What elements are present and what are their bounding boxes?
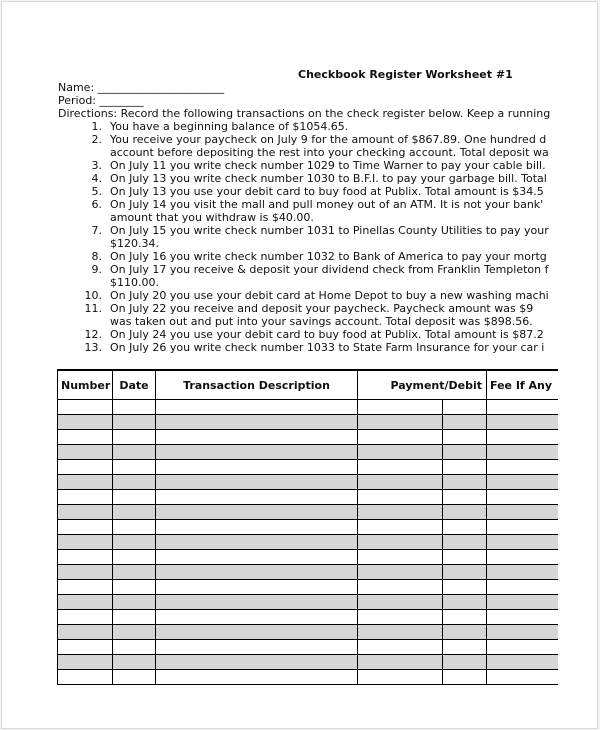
register-row	[58, 640, 559, 655]
cell-payment-cents	[443, 400, 487, 415]
cell-fee	[487, 625, 558, 640]
cell-payment-debit	[358, 655, 443, 670]
cell-fee	[487, 400, 558, 415]
column-header-description: Transaction Description	[156, 370, 358, 400]
cell-number	[58, 580, 113, 595]
transaction-item-text: On July 26 you write check number 1033 to State Farm Insurance for your car i	[110, 341, 545, 354]
cell-fee	[487, 580, 558, 595]
cell-payment-debit	[358, 625, 443, 640]
register-row	[58, 505, 559, 520]
cell-fee	[487, 610, 558, 625]
cell-payment-cents	[443, 640, 487, 655]
cell-fee	[487, 430, 558, 445]
cell-payment-cents	[443, 550, 487, 565]
register-row	[58, 415, 559, 430]
transaction-item-continuation: $120.34.	[110, 237, 159, 250]
cell-fee	[487, 520, 558, 535]
transaction-item-number: 2.	[91, 133, 102, 146]
cell-description	[156, 505, 358, 520]
cell-description	[156, 535, 358, 550]
cell-payment-debit	[358, 565, 443, 580]
cell-date	[113, 460, 156, 475]
cell-date	[113, 430, 156, 445]
cell-number	[58, 595, 113, 610]
cell-date	[113, 595, 156, 610]
cell-fee	[487, 670, 558, 685]
transaction-item-number: 10.	[84, 289, 102, 302]
cell-payment-debit	[358, 490, 443, 505]
page-content	[2, 2, 558, 730]
cell-payment-cents	[443, 625, 487, 640]
cell-fee	[487, 565, 558, 580]
register-row	[58, 655, 559, 670]
cell-payment-cents	[443, 520, 487, 535]
period-field-label: Period: ________	[58, 94, 144, 107]
column-header-payment-debit: Payment/Debit	[358, 370, 487, 400]
cell-description	[156, 655, 358, 670]
cell-description	[156, 475, 358, 490]
transaction-item-continuation: was taken out and put into your savings account. Total deposit was $898.56.	[110, 315, 533, 328]
cell-payment-debit	[358, 670, 443, 685]
transaction-item-text: On July 22 you receive and deposit your paycheck. Paycheck amount was $9	[110, 302, 534, 315]
cell-payment-cents	[443, 610, 487, 625]
cell-description	[156, 670, 358, 685]
cell-payment-cents	[443, 655, 487, 670]
cell-date	[113, 610, 156, 625]
transaction-item-number: 6.	[91, 198, 102, 211]
cell-date	[113, 535, 156, 550]
cell-payment-debit	[358, 505, 443, 520]
directions-text: Directions: Record the following transactions on the check register below. Keep a running	[58, 107, 551, 120]
register-row	[58, 670, 559, 685]
cell-fee	[487, 460, 558, 475]
register-row	[58, 550, 559, 565]
cell-fee	[487, 505, 558, 520]
transaction-item-text: On July 11 you write check number 1029 to Time Warner to pay your cable bill.	[110, 159, 546, 172]
cell-payment-cents	[443, 595, 487, 610]
page-title: Checkbook Register Worksheet #1	[298, 68, 513, 81]
cell-description	[156, 595, 358, 610]
cell-date	[113, 505, 156, 520]
register-row	[58, 400, 559, 415]
cell-number	[58, 505, 113, 520]
cell-number	[58, 655, 113, 670]
cell-payment-debit	[358, 535, 443, 550]
cell-date	[113, 520, 156, 535]
register-row	[58, 460, 559, 475]
register-row	[58, 445, 559, 460]
cell-number	[58, 550, 113, 565]
cell-number	[58, 400, 113, 415]
cell-payment-cents	[443, 445, 487, 460]
cell-payment-cents	[443, 565, 487, 580]
cell-description	[156, 445, 358, 460]
cell-number	[58, 475, 113, 490]
cell-fee	[487, 445, 558, 460]
cell-description	[156, 625, 358, 640]
cell-number	[58, 430, 113, 445]
cell-date	[113, 565, 156, 580]
cell-number	[58, 610, 113, 625]
register-header-row	[58, 370, 559, 400]
cell-description	[156, 400, 358, 415]
transaction-item-number: 13.	[84, 341, 102, 354]
cell-payment-debit	[358, 580, 443, 595]
transaction-item-text: On July 17 you receive & deposit your dividend check from Franklin Templeton f	[110, 263, 549, 276]
cell-description	[156, 460, 358, 475]
cell-number	[58, 460, 113, 475]
cell-payment-cents	[443, 430, 487, 445]
cell-payment-cents	[443, 460, 487, 475]
transaction-item-text: On July 13 you write check number 1030 to B.F.I. to pay your garbage bill. Total	[110, 172, 547, 185]
cell-payment-cents	[443, 505, 487, 520]
register-row	[58, 475, 559, 490]
cell-date	[113, 550, 156, 565]
cell-number	[58, 565, 113, 580]
transaction-item-text: On July 20 you use your debit card at Home Depot to buy a new washing machi	[110, 289, 549, 302]
cell-payment-cents	[443, 535, 487, 550]
cell-payment-debit	[358, 610, 443, 625]
cell-date	[113, 580, 156, 595]
cell-description	[156, 520, 358, 535]
cell-fee	[487, 640, 558, 655]
register-row	[58, 595, 559, 610]
register-row	[58, 490, 559, 505]
register-row	[58, 520, 559, 535]
transaction-item-continuation: amount that you withdraw is $40.00.	[110, 211, 314, 224]
cell-payment-debit	[358, 430, 443, 445]
cell-payment-cents	[443, 490, 487, 505]
cell-payment-debit	[358, 460, 443, 475]
cell-date	[113, 415, 156, 430]
cell-description	[156, 610, 358, 625]
cell-date	[113, 655, 156, 670]
cell-payment-debit	[358, 640, 443, 655]
transaction-item-number: 8.	[91, 250, 102, 263]
cell-date	[113, 490, 156, 505]
cell-payment-debit	[358, 400, 443, 415]
cell-description	[156, 415, 358, 430]
cell-payment-debit	[358, 550, 443, 565]
transaction-item-text: On July 24 you use your debit card to buy food at Publix. Total amount is $87.2	[110, 328, 544, 341]
register-row	[58, 535, 559, 550]
register-row	[58, 610, 559, 625]
cell-fee	[487, 550, 558, 565]
cell-payment-debit	[358, 445, 443, 460]
cell-fee	[487, 415, 558, 430]
worksheet-page	[1, 1, 598, 729]
transaction-item-text: On July 14 you visit the mall and pull money out of an ATM. It is not your bank'	[110, 198, 544, 211]
transaction-item-number: 4.	[91, 172, 102, 185]
cell-fee	[487, 475, 558, 490]
transaction-item-number: 7.	[91, 224, 102, 237]
cell-payment-cents	[443, 475, 487, 490]
transaction-item-number: 9.	[91, 263, 102, 276]
cell-number	[58, 415, 113, 430]
transaction-item-number: 3.	[91, 159, 102, 172]
cell-payment-debit	[358, 520, 443, 535]
transaction-item-continuation: account before depositing the rest into your checking account. Total deposit wa	[110, 146, 549, 159]
cell-number	[58, 520, 113, 535]
column-header-date: Date	[113, 370, 156, 400]
transaction-item-number: 12.	[84, 328, 102, 341]
cell-date	[113, 400, 156, 415]
cell-date	[113, 640, 156, 655]
cell-number	[58, 625, 113, 640]
cell-payment-debit	[358, 475, 443, 490]
cell-fee	[487, 490, 558, 505]
register-row	[58, 430, 559, 445]
transaction-item-number: 11.	[84, 302, 102, 315]
cell-fee	[487, 595, 558, 610]
check-register-table	[57, 369, 558, 685]
transaction-item-text: On July 16 you write check number 1032 to Bank of America to pay your mortg	[110, 250, 547, 263]
register-row	[58, 580, 559, 595]
column-header-number: Number	[58, 370, 113, 400]
register-row	[58, 565, 559, 580]
cell-description	[156, 490, 358, 505]
cell-date	[113, 670, 156, 685]
name-field-label: Name: _______________________	[58, 81, 225, 94]
cell-fee	[487, 535, 558, 550]
cell-payment-cents	[443, 670, 487, 685]
transaction-item-number: 1.	[91, 120, 102, 133]
cell-fee	[487, 655, 558, 670]
transaction-item-text: On July 13 you use your debit card to buy food at Publix. Total amount is $34.5	[110, 185, 544, 198]
cell-number	[58, 445, 113, 460]
cell-description	[156, 580, 358, 595]
cell-description	[156, 565, 358, 580]
cell-payment-debit	[358, 595, 443, 610]
transaction-item-continuation: $110.00.	[110, 276, 159, 289]
cell-description	[156, 640, 358, 655]
cell-number	[58, 640, 113, 655]
cell-number	[58, 490, 113, 505]
cell-date	[113, 475, 156, 490]
cell-payment-debit	[358, 415, 443, 430]
column-header-fee: Fee If Any	[487, 370, 558, 400]
cell-description	[156, 550, 358, 565]
transaction-item-number: 5.	[91, 185, 102, 198]
cell-date	[113, 445, 156, 460]
register-row	[58, 625, 559, 640]
transaction-item-text: You have a beginning balance of $1054.65.	[110, 120, 349, 133]
cell-payment-cents	[443, 580, 487, 595]
cell-payment-cents	[443, 415, 487, 430]
transaction-item-text: You receive your paycheck on July 9 for the amount of $867.89. One hundred d	[110, 133, 547, 146]
cell-date	[113, 625, 156, 640]
transaction-item-text: On July 15 you write check number 1031 to Pinellas County Utilities to pay your	[110, 224, 549, 237]
cell-number	[58, 670, 113, 685]
cell-number	[58, 535, 113, 550]
register-body	[58, 400, 559, 685]
cell-description	[156, 430, 358, 445]
